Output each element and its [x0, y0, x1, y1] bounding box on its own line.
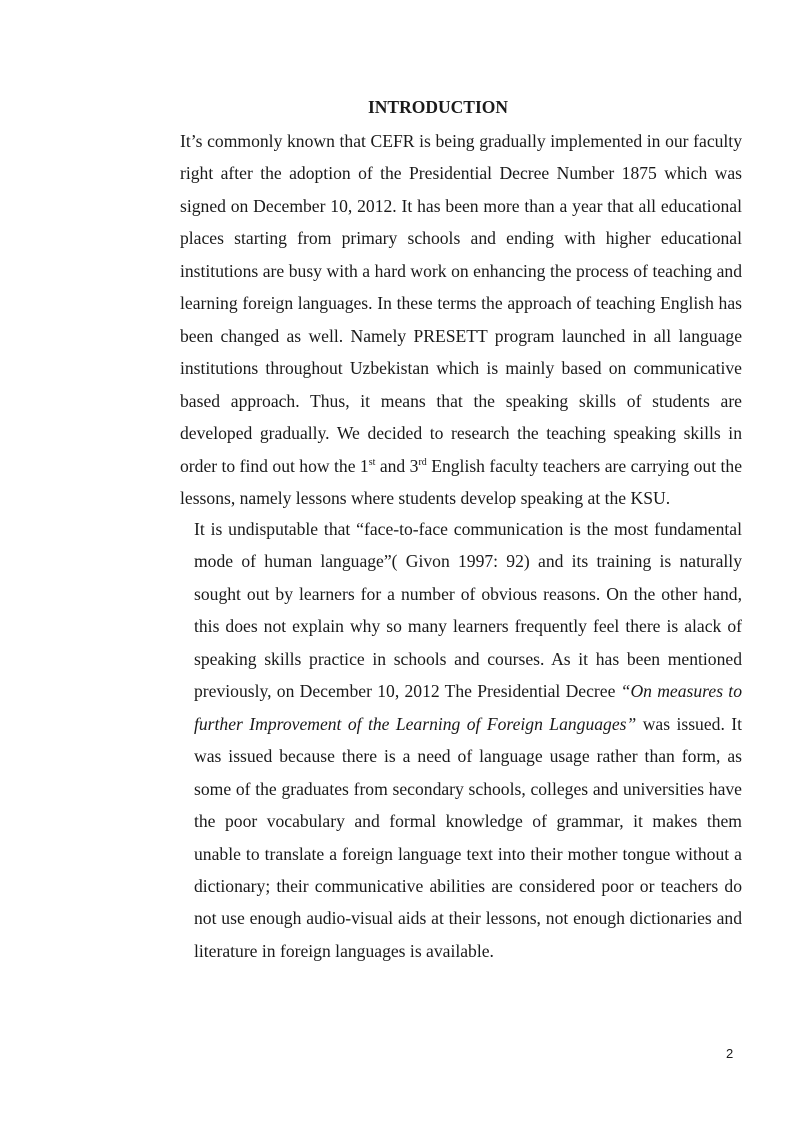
paragraph-2-text — [134, 513, 742, 967]
superscript-st: st — [368, 456, 376, 468]
paragraph-1-text — [134, 125, 742, 514]
superscript-rd: rd — [418, 456, 427, 468]
paragraph-1-part-1: It’s commonly known that CEFR is being gradually implemented in our faculty right after the adoption of the Presidential Decree Number 1875 which was signed on December 10, 2012. It has been more than a year that all educational places starting from primary schools and ending with higher educational institutions are busy with a hard work on enhancing the process of teaching and learning foreign languages. In these terms the approach of teaching English has been changed as well. Namely PRESETT program launched in all language institutions throughout Uzbekistan which is mainly based on communicative based approach. Thus, it means that the speaking skills of students are developed gradually. We decided to research the teaching speaking skills in order to find out how the 1 — [180, 131, 742, 476]
paragraph-2-part-2: was issued. It was issued because there is a need of language usage rather than form, as some of the graduates from secondary schools, colleges and universities have the poor vocabulary and formal knowledge of grammar, it makes them unable to translate a foreign language text into their mother tongue without a dictionary; their communicative abilities are considered poor or teachers do not use enough audio-visual aids at their lessons, not enough dictionaries and literature in foreign languages is available. — [194, 713, 743, 961]
page-number: 2 — [726, 1046, 734, 1061]
paragraph-1-part-3: English faculty teachers are carrying out the lessons, namely lessons where students develop speaking at the KSU. — [180, 455, 743, 508]
body-paragraph-1 — [134, 125, 742, 514]
body-paragraph-2 — [134, 513, 742, 967]
paragraph-1-part-2: and 3 — [375, 455, 419, 476]
page-title: INTRODUCTION — [367, 97, 509, 117]
paragraph-2-part-1: It is undisputable that “face-to-face communication is the most fundamental mode of human language”( Givon 1997: 92) and its training is naturally sought out by learners for a number of obvious reasons. On the other hand, this does not explain why so many learners frequently feel there is alack of speaking skills practice in schools and courses. As it has been mentioned previously, on December 10, 2012 The Presidential Decree — [194, 519, 742, 702]
decree-title-italic: “On measures to further Improvement of the Learning of Foreign Languages” — [194, 681, 742, 734]
